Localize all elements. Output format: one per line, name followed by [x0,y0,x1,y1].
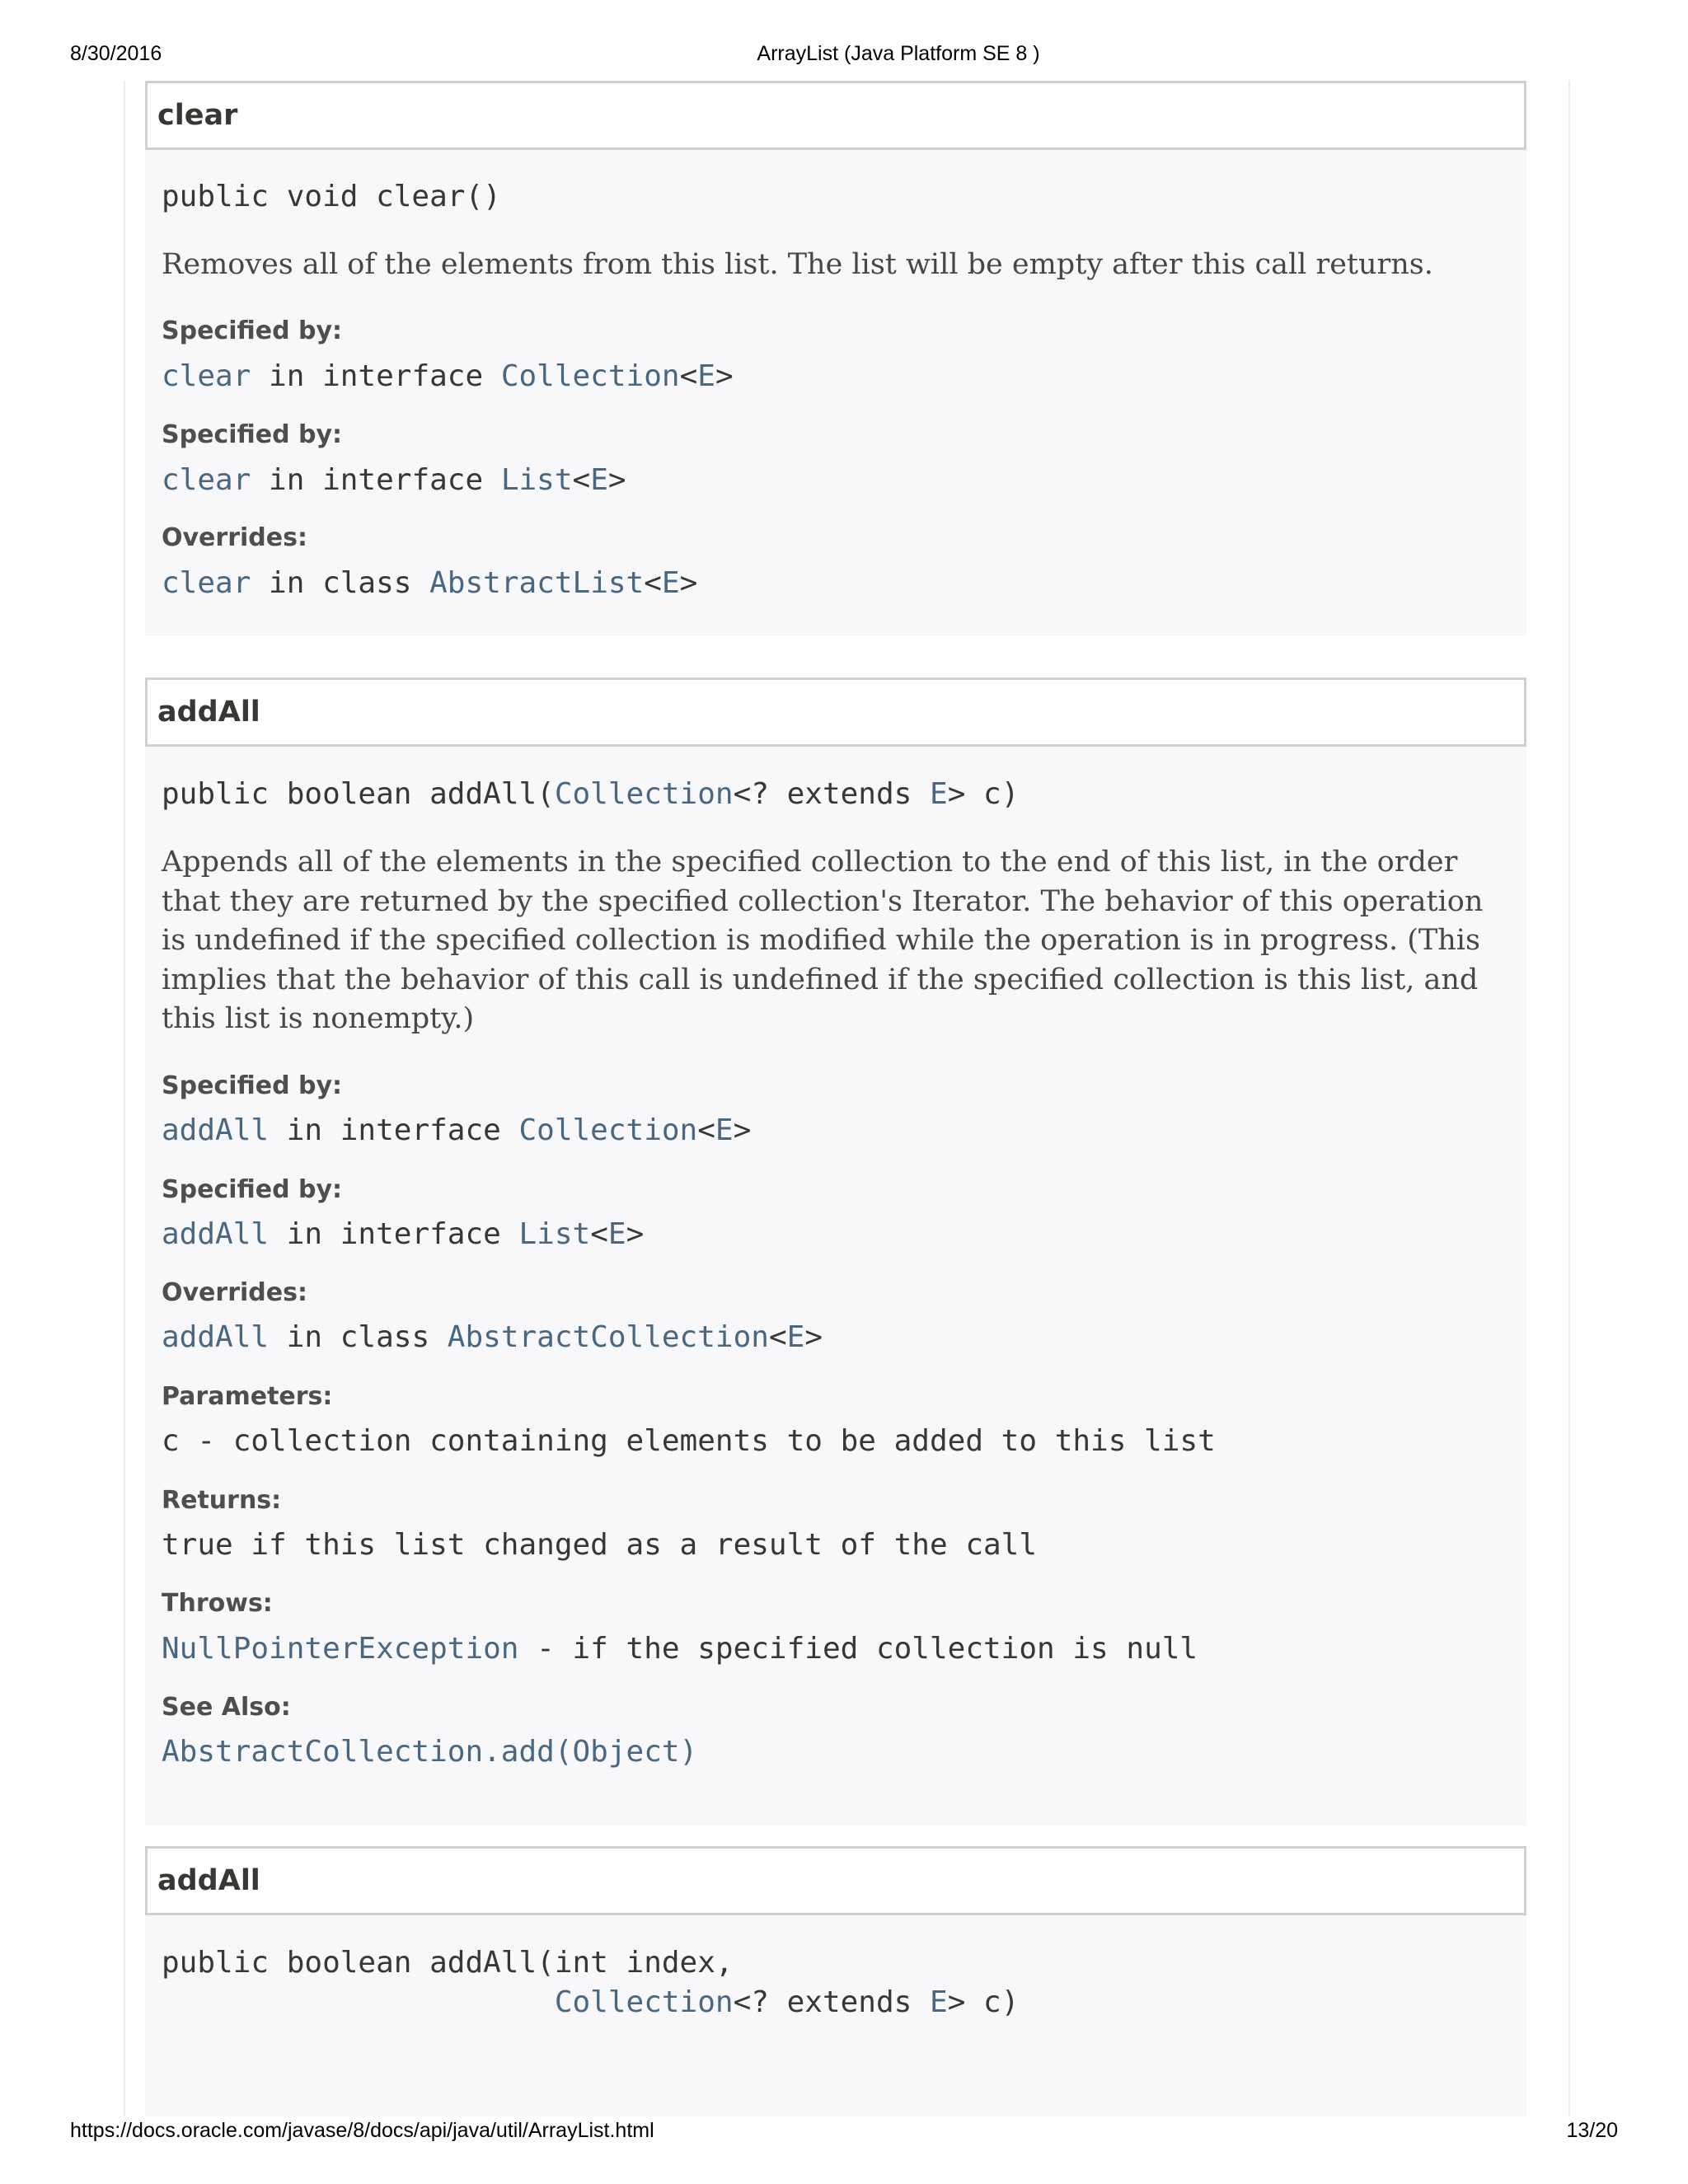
type-param-link[interactable]: E [715,1113,734,1147]
type-link[interactable]: Collection [500,359,680,393]
see-also-link[interactable]: AbstractCollection.add(Object) [162,1735,698,1769]
overrides-label: Overrides: [162,523,307,552]
method-description-clear: Removes all of the elements from this list. The list will be empty after this call returns. [162,248,1433,281]
method-link[interactable]: clear [162,463,251,497]
type-link[interactable]: List [518,1217,591,1251]
type-param-link[interactable]: E [607,1217,626,1251]
throws-value: NullPointerException - if the specified collection is null [162,1632,1198,1666]
method-heading-clear: clear [145,81,1526,150]
type-param-link[interactable]: E [697,359,715,393]
type-link[interactable]: Collection [554,1985,734,2019]
type-link[interactable]: Collection [554,777,734,811]
specified-by-label: Specified by: [162,1175,343,1204]
method-link[interactable]: addAll [162,1113,270,1147]
type-param-link[interactable]: E [930,1985,948,2019]
returns-value: true if this list changed as a result of the call [162,1528,1038,1562]
type-link[interactable]: List [500,463,573,497]
type-param-link[interactable]: E [930,777,948,811]
method-signature-clear: public void clear() [162,180,501,213]
throws-label: Throws: [162,1589,273,1618]
specified-by-label: Specified by: [162,1071,343,1100]
method-heading-addall-index: addAll [145,1846,1526,1915]
specified-by-value: clear in interface Collection<E> [162,359,734,393]
overrides-value: addAll in class AbstractCollection<E> [162,1320,823,1354]
method-link[interactable]: addAll [162,1217,270,1251]
method-link[interactable]: addAll [162,1320,270,1354]
overrides-label: Overrides: [162,1278,307,1307]
specified-by-label: Specified by: [162,420,343,449]
overrides-value: clear in class AbstractList<E> [162,566,698,600]
type-param-link[interactable]: E [590,463,608,497]
page-number: 13/20 [1566,2119,1618,2142]
see-also-value [162,1733,697,1771]
print-url: https://docs.oracle.com/javase/8/docs/api/java/util/ArrayList.html [70,2119,654,2142]
method-link[interactable]: clear [162,566,251,600]
method-heading-addall: addAll [145,677,1526,747]
specified-by-value: addAll in interface List<E> [162,1217,645,1251]
type-param-link[interactable]: E [786,1320,805,1354]
specified-by-value: addAll in interface Collection<E> [162,1113,752,1147]
method-link[interactable]: clear [162,359,251,393]
parameters-value: c - collection containing elements to be added to this list [162,1424,1216,1458]
type-link[interactable]: AbstractCollection [447,1320,769,1354]
see-also-label: See Also: [162,1693,291,1722]
parameters-label: Parameters: [162,1382,333,1411]
returns-label: Returns: [162,1486,282,1515]
specified-by-label: Specified by: [162,316,343,345]
exception-link[interactable]: NullPointerException [162,1632,519,1666]
type-link[interactable]: AbstractList [429,566,645,600]
type-link[interactable]: Collection [518,1113,698,1147]
print-date: 8/30/2016 [70,42,162,65]
method-signature-addall: public boolean addAll(Collection<? extends E> c) [162,777,1020,811]
print-title: ArrayList (Java Platform SE 8 ) [757,42,1040,65]
method-signature-addall-index: public boolean addAll(int index, Collection<? extends E> c) [162,1946,1020,2019]
method-description-addall: Appends all of the elements in the specified collection to the end of this list, in the order that they are returned by the specified collection's Iterator. The behavior of this operation is undefined if the specified collection is modified while the operation is in progress. (This implies that the behavior of this call is undefined if the specified collection is this list, and this list is nonempty.) [162,846,1484,1035]
type-param-link[interactable]: E [661,566,680,600]
specified-by-value: clear in interface List<E> [162,463,626,497]
